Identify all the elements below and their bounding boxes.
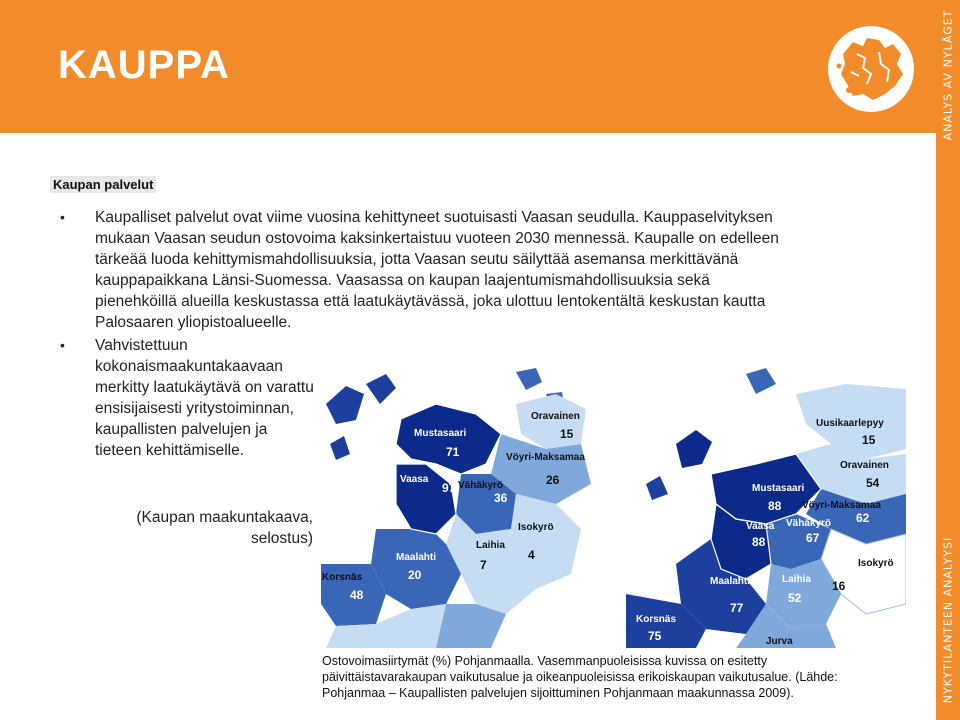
map-right-label: Laihia — [782, 574, 811, 585]
map-right-label: Vöyri-Maksamaa — [802, 500, 881, 511]
map-right-value: 88 — [768, 499, 782, 513]
purchasing-power-maps — [316, 364, 906, 648]
map-left-label: Vaasa — [400, 474, 429, 485]
map-left-label: Vöyri-Maksamaa — [506, 452, 585, 463]
map-left-label: Maalahti — [396, 552, 437, 563]
map-left-value: 48 — [350, 588, 364, 602]
map-left-label: Laihia — [476, 540, 505, 551]
map-right-label: Jurva — [766, 636, 793, 647]
map-right-value: 75 — [648, 629, 662, 643]
map-left-label: Oravainen — [531, 411, 580, 422]
map-right-value: 77 — [730, 601, 744, 615]
map-left-label: Korsnäs — [322, 572, 363, 583]
map-right-label: Vaasa — [746, 521, 775, 532]
citation: (Kaupan maakuntakaava, selostus) — [136, 509, 313, 547]
map-left-value: 71 — [446, 445, 460, 459]
side-label-top-text: ANALYS AV NYLÄGET — [941, 9, 955, 141]
map-right-value: 88 — [752, 535, 766, 549]
map-left-value: 15 — [560, 427, 574, 441]
map-left-value: 4 — [528, 548, 535, 562]
region-logo-icon — [823, 24, 919, 114]
map-left-label: Vähäkyrö — [458, 480, 504, 491]
map-left-label: Isokyrö — [518, 522, 554, 533]
map-right-value: 62 — [856, 511, 870, 525]
map-right-label: Mustasaari — [752, 483, 805, 494]
map-right-label: Korsnäs — [636, 614, 677, 625]
map-left — [316, 364, 606, 648]
map-right-value: 52 — [788, 591, 802, 605]
map-right-value: 54 — [866, 476, 880, 490]
map-left-value: 7 — [480, 558, 487, 572]
header-bar — [0, 0, 936, 133]
map-left-value: 26 — [546, 473, 560, 487]
map-right-label: Isokyrö — [858, 558, 894, 569]
map-right-value: 67 — [806, 531, 820, 545]
page-title: KAUPPA — [58, 43, 230, 87]
map-caption: Ostovoimasiirtymät (%) Pohjanmaalla. Vasemmanpuoleisissa kuvissa on esitetty päivittäistavarakaupan vaikutusalue ja oikeanpuoleisissa erikoiskaupan vaikutusalue. (Lähde: Pohjanmaa – Kaupallisten palvelujen sijoittuminen Pohjanmaan maakunnassa 2009). — [322, 654, 838, 700]
bullet-item: • Vahvistettuun kokonaismaakuntakaavaan merkitty laatukäytävä on varattu ensisijaisesti yritystoiminnan, kaupallisten palvelujen ja tieteen kehittämiselle. — [60, 335, 315, 461]
bullet-item: • Kaupalliset palvelut ovat viime vuosina kehittyneet suotuisasti Vaasan seudulla. Kauppaselvityksen mukaan Vaasan seudun ostovoima kaksinkertaistuu vuoteen 2030 mennessä. Kaupalle on edelleen tärkeää luoda kehittymismahdollisuuksia, jotta Vaasan seutu säilyttää asemansa merkittävänä kauppapaikkana Länsi-Suomessa. Vaasassa on kaupan laajentumismahdollisuuksia sekä pienehköillä alueilla keskustassa että laatukäytävässä, joka ulottuu lentokentältä keskustan kautta Palosaaren yliopistoalueelle. — [60, 207, 790, 333]
map-left-value: 20 — [408, 568, 422, 582]
map-right-label: Uusikaarlepyy — [816, 418, 884, 429]
map-right-label: Oravainen — [840, 460, 889, 471]
map-right-value: 15 — [862, 433, 876, 447]
map-left-value: 36 — [494, 491, 508, 505]
side-label-bottom-text: NYKYTILANTEEN ANALYYSI — [941, 536, 955, 704]
side-label-top — [936, 0, 960, 150]
map-left-label: Mustasaari — [414, 428, 467, 439]
map-right-label: Vähäkyrö — [786, 518, 832, 529]
map-left-value: 97 — [442, 481, 456, 495]
section-heading: Kaupan palvelut — [50, 176, 156, 193]
map-right — [616, 364, 906, 648]
map-right-value: 16 — [832, 579, 846, 593]
map-right-label: Maalahti — [710, 576, 751, 587]
side-label-bottom — [936, 520, 960, 720]
